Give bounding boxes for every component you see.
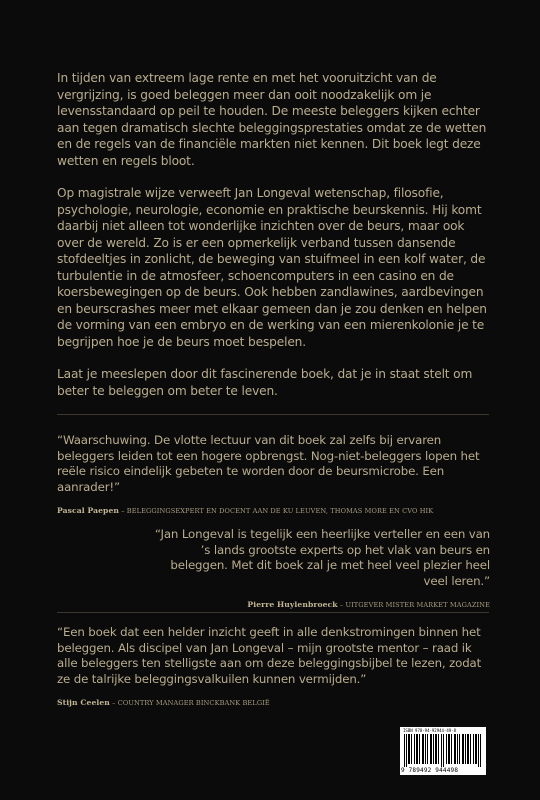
review-quote-1 <box>57 433 487 520</box>
quote-text: “Een boek dat een helder inzicht geeft in alle denkstromingen binnen het beleggen. Als discipel van Jan Longeval – mijn grootste mentor – raad ik alle beleggers ten stelligste aan om deze beleggingsbijbel te lezen, zodat ze de talrijke beleggingsvalkuilen kunnen vermijden.” <box>57 625 482 686</box>
divider-top <box>57 414 489 415</box>
quote-author: Stijn Ceelen <box>57 698 110 707</box>
divider-middle <box>57 612 489 613</box>
barcode-bars-icon <box>404 734 482 767</box>
review-quote-2 <box>150 527 490 614</box>
quote-author: Pascal Paepen <box>57 506 119 515</box>
back-cover-description <box>57 70 487 415</box>
intro-paragraph-1: In tijden van extreem lage rente en met het vooruitzicht van de vergrijzing, is goed beleggen meer dan ooit noodzakelijk om je levensstandaard op peil te houden. De meeste beleggers kijken echter aan tegen dramatisch slechte beleggingsprestaties omdat ze de wetten en de regels van de financiële markten niet kennen. Dit boek legt deze wetten en regels bloot. <box>57 71 487 168</box>
quote-author-role: – UITGEVER MISTER MARKET MAGAZINE <box>337 601 490 609</box>
isbn-barcode <box>400 727 486 775</box>
quote-attribution <box>57 503 487 520</box>
quote-author-role: – BELEGGINGSEXPERT EN DOCENT AAN DE KU LEUVEN, THOMAS MORE EN CVO HIK <box>119 507 434 515</box>
quote-attribution <box>57 695 487 712</box>
quote-text: “Jan Longeval is tegelijk een heerlijke verteller en een van ’s lands grootste experts op het vlak van beurs en beleggen. Met dit boek zal je met heel veel plezier heel veel leren.” <box>154 527 490 588</box>
intro-paragraph-2: Op magistrale wijze verweeft Jan Longeval wetenschap, filosofie, psychologie, neurologie, economie en praktische beurskennis. Hij komt daarbij niet alleen tot wonderlijke inzichten over de beurs, maar ook over de wereld. Zo is er een opmerkelijk verband tussen dansende stofdeeltjes in zonlicht, de beweging van stuifmeel in een kolf water, de turbulentie in de atmosfeer, schoencomputers in een casino en de koersbewegingen op de beurs. Ook hebben zandlawines, aardbevingen en beurscrashes meer met elkaar gemeen dan je zou denken en helpen de vorming van een embryo en de werking van een mierenkolonie je te begrijpen hoe je de beurs moet bespelen. <box>57 186 487 349</box>
quote-author-role: – COUNTRY MANAGER BINCKBANK BELGIË <box>109 699 270 707</box>
barcode-digits: 9 789492 944498 <box>401 767 459 774</box>
quote-author: Pierre Huylenbroeck <box>247 600 338 609</box>
isbn-label: ISBN 978-94-92944-49-8 <box>403 728 456 733</box>
review-quote-3 <box>57 625 487 712</box>
intro-paragraph-3: Laat je meeslepen door dit fascinerende boek, dat je in staat stelt om beter te beleggen om beter te leven. <box>57 367 473 398</box>
quote-text: “Waarschuwing. De vlotte lectuur van dit boek zal zelfs bij ervaren beleggers leiden tot een hogere opbrengst. Nog-niet-beleggers lopen het reële risico eindelijk gebeten te worden door de beursmicrobe. Een aanrader!” <box>57 433 480 494</box>
